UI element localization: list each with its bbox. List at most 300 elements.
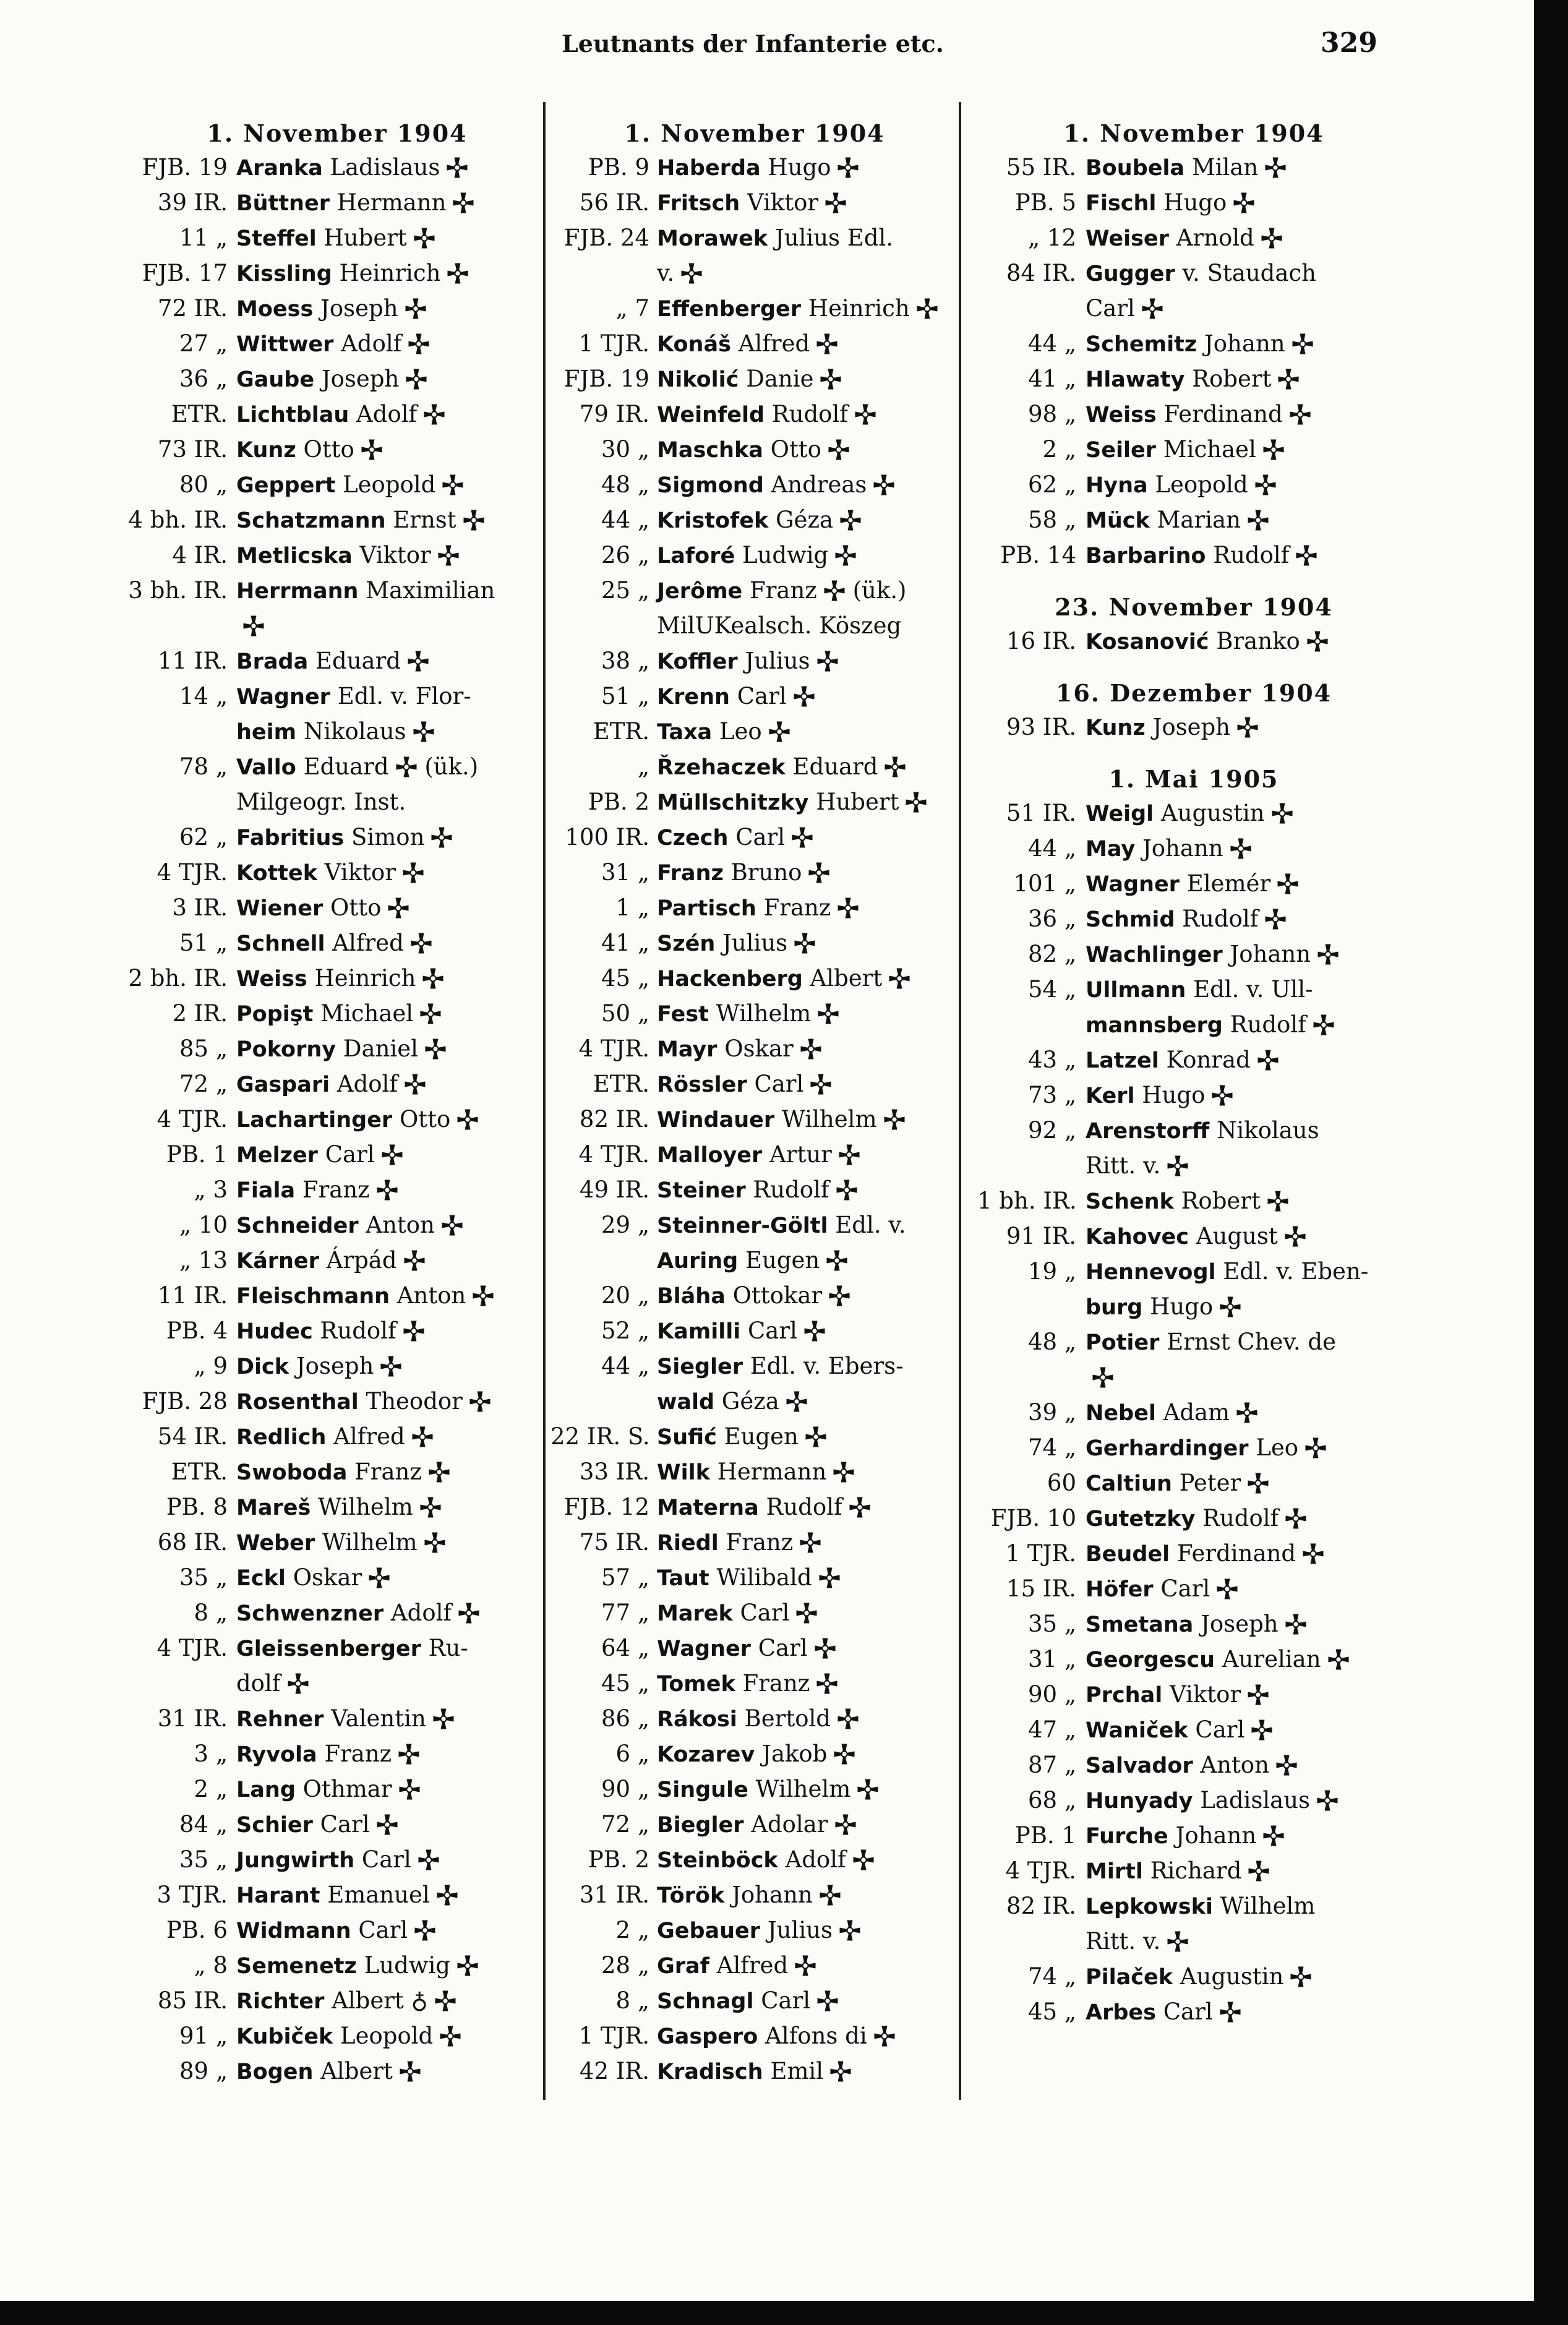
officer-name (1086, 1642, 1350, 1678)
surname: Redlich (236, 1425, 327, 1450)
given-name: Julius (722, 930, 788, 956)
unit-label: 4 TJR. (1005, 1857, 1076, 1884)
officer-name (657, 1912, 861, 1949)
given-name: Eduard (303, 753, 389, 780)
list-item (551, 1771, 959, 1807)
surname: Weber (236, 1531, 315, 1556)
unit-label: 82 IR. (579, 1106, 649, 1133)
surname: Weinfeld (657, 403, 765, 427)
surname: Potier (1086, 1330, 1160, 1355)
military-cross-icon (1262, 1825, 1285, 1847)
officer-name (1086, 291, 1163, 327)
given-name: Géza (776, 507, 834, 533)
officer-name (657, 1983, 839, 2019)
military-cross-icon (1277, 873, 1299, 895)
surname: Koffler (657, 649, 738, 674)
unit-label: 77 „ (601, 1599, 649, 1626)
list-item (124, 573, 551, 608)
unit-label: 3 TJR. (156, 1882, 228, 1908)
military-cross-icon (834, 544, 857, 567)
military-cross-icon (361, 439, 383, 461)
given-name: Edl. v. Ull- (1193, 976, 1313, 1003)
list-item (124, 255, 551, 291)
military-cross-icon (398, 1778, 421, 1800)
military-cross-icon (1092, 1366, 1114, 1389)
surname: Rákosi (657, 1707, 737, 1732)
officer-name (236, 1243, 426, 1279)
surname: Lepkowski (1086, 1895, 1213, 1919)
unit-label: FJB. 19 (563, 366, 649, 392)
unit-label: PB. 2 (588, 1846, 649, 1873)
list-item (551, 890, 959, 925)
given-name: Hugo (768, 154, 831, 181)
surname: Schnell (236, 931, 325, 956)
given-name: Adolf (341, 330, 402, 357)
officer-name (236, 608, 265, 644)
surname: Wittwer (236, 332, 334, 357)
officer-name (236, 1630, 468, 1667)
list-item (124, 1419, 551, 1454)
officer-name (657, 1102, 906, 1138)
unit-label: 11 „ (179, 225, 228, 251)
list-item (551, 502, 959, 537)
given-name: Carl (358, 1917, 408, 1943)
military-cross-icon (1285, 1613, 1307, 1635)
surname: Maschka (657, 438, 763, 463)
given-name: Elemér (1186, 870, 1271, 897)
unit-label: „ 10 (179, 1212, 228, 1238)
unit-label: 3 „ (194, 1741, 228, 1767)
officer-name (1086, 326, 1314, 362)
military-cross-icon (839, 1919, 861, 1942)
military-cross-icon (387, 897, 409, 919)
list-item (551, 220, 959, 255)
unit-label: 57 „ (601, 1564, 649, 1591)
list-item (551, 1384, 959, 1419)
officer-name (657, 1736, 855, 1773)
officer-name (236, 1948, 479, 1984)
surname: Morawek (657, 226, 768, 251)
given-name: Carl (758, 1635, 808, 1661)
officer-name (1086, 220, 1283, 257)
unit-label: 6 „ (615, 1741, 649, 1767)
military-cross-icon (1317, 943, 1339, 966)
officer-name (1086, 1994, 1241, 2031)
officer-name (236, 467, 464, 503)
unit-label: 73 „ (1027, 1082, 1076, 1108)
given-name: Hermann (717, 1458, 827, 1485)
surname: Waniček (1086, 1718, 1188, 1743)
unit-label: PB. 8 (166, 1494, 228, 1520)
unit-label: 28 „ (601, 1952, 649, 1979)
remark: (ük.) (424, 753, 479, 780)
given-name: Viktor (1169, 1681, 1241, 1708)
list-item (124, 502, 551, 537)
list-item (551, 361, 959, 396)
surname: Smetana (1086, 1612, 1194, 1637)
section-heading: 1. November 1904 (207, 119, 468, 147)
officer-name (1086, 502, 1269, 539)
officer-name (657, 1172, 858, 1209)
list-item (551, 608, 959, 643)
given-name: Konrad (1166, 1047, 1251, 1073)
officer-name (657, 1489, 871, 1526)
military-cross-icon (410, 932, 432, 954)
military-cross-icon (413, 721, 435, 743)
military-cross-icon (456, 1108, 479, 1131)
officer-name (657, 1807, 857, 1843)
surname: Mayr (657, 1037, 718, 1062)
surname: Gaspari (236, 1073, 330, 1097)
surname: Krenn (657, 685, 730, 709)
given-name: Wilhelm (322, 1529, 418, 1556)
surname: Szén (657, 931, 716, 956)
unit-label: 89 „ (179, 2058, 228, 2084)
military-cross-icon (434, 1990, 456, 2012)
list-item (124, 608, 551, 643)
list-item (124, 996, 551, 1031)
given-name: Eugen (724, 1423, 799, 1450)
list-item (977, 396, 1410, 432)
surname: Richter (236, 1989, 325, 2014)
given-name: Milgeogr. Inst. (236, 789, 406, 815)
officer-name (236, 150, 468, 186)
surname: Effenberger (657, 297, 802, 322)
surname: Ullmann (1086, 978, 1186, 1003)
military-cross-icon (402, 862, 424, 884)
military-cross-icon (816, 1990, 839, 2012)
unit-label: PB. 5 (1014, 189, 1076, 216)
list-item (977, 1994, 1410, 2029)
unit-label: 4 TJR. (578, 1035, 649, 1062)
list-item (551, 1137, 959, 1172)
military-cross-icon (818, 1567, 841, 1589)
officer-name (657, 643, 839, 680)
officer-name (236, 1701, 455, 1737)
military-cross-icon (857, 1778, 879, 1800)
officer-name (236, 1736, 420, 1773)
given-name: Artur (769, 1141, 832, 1168)
surname: Arbes (1086, 2000, 1156, 2025)
surname: Schnagl (657, 1989, 754, 2014)
given-name: Alfred (333, 1423, 405, 1450)
given-name: Viktor (747, 189, 819, 216)
officer-name (1086, 709, 1259, 746)
list-item (977, 1113, 1410, 1148)
military-cross-icon (833, 1461, 855, 1483)
officer-name (236, 996, 442, 1032)
officer-name (657, 961, 910, 997)
officer-name (1086, 1677, 1269, 1713)
list-item (124, 961, 551, 996)
military-cross-icon (1236, 716, 1259, 739)
officer-name (236, 1912, 436, 1949)
surname: Schatzmann (236, 508, 386, 533)
list-item (977, 1536, 1410, 1571)
unit-label: 62 „ (179, 824, 228, 850)
military-cross-icon (916, 298, 938, 320)
officer-name (1086, 1289, 1241, 1325)
unit-label: 45 „ (601, 965, 649, 991)
list-item (977, 866, 1410, 901)
unit-label: 8 „ (194, 1599, 228, 1626)
military-cross-icon (431, 826, 453, 849)
military-cross-icon (794, 932, 816, 954)
given-name: Joseph (1201, 1611, 1279, 1637)
officer-name (236, 185, 474, 221)
list-item (977, 467, 1410, 502)
list-item (977, 1606, 1410, 1642)
officer-name (236, 749, 478, 786)
list-item (977, 1783, 1410, 1818)
surname: Gaube (236, 367, 315, 392)
surname: Aranka (236, 156, 323, 181)
military-cross-icon (816, 1672, 838, 1695)
surname: Fabritius (236, 826, 345, 850)
officer-name (1086, 185, 1255, 221)
given-name: Hugo (1142, 1082, 1206, 1108)
surname: Rehner (236, 1707, 324, 1732)
unit-label: 72 IR. (157, 295, 228, 322)
unit-label: 8 „ (615, 1987, 649, 2014)
surname: Widmann (236, 1919, 351, 1943)
unit-label: 2 „ (1042, 436, 1076, 463)
given-name: Joseph (320, 295, 398, 322)
military-cross-icon (838, 1144, 860, 1166)
military-cross-icon (414, 1919, 436, 1942)
surname: May (1086, 837, 1136, 862)
officer-name (236, 1066, 426, 1103)
military-cross-icon (419, 1003, 442, 1025)
given-name: Andreas (771, 471, 867, 498)
unit-label: PB. 6 (166, 1917, 228, 1943)
special-symbol: ♁ (411, 1987, 428, 2014)
officer-name (657, 255, 703, 292)
list-item (124, 1877, 551, 1912)
military-cross-icon (1248, 1860, 1270, 1882)
given-name: Ottokar (732, 1282, 823, 1309)
unit-label: 50 „ (601, 1000, 649, 1027)
military-cross-icon (380, 1355, 402, 1377)
list-item (124, 890, 551, 925)
officer-name (1086, 1183, 1289, 1220)
military-cross-icon (1233, 192, 1255, 214)
military-cross-icon (376, 1179, 398, 1201)
unit-label: 47 „ (1027, 1716, 1076, 1743)
military-cross-icon (1289, 403, 1311, 426)
unit-label: 2 IR. (172, 1000, 228, 1027)
list-item (977, 326, 1410, 361)
officer-name (657, 1137, 860, 1173)
list-item (551, 784, 959, 820)
given-name: Aurelian (1222, 1646, 1321, 1672)
military-cross-icon (1302, 1543, 1324, 1565)
military-cross-icon (786, 1390, 808, 1413)
list-item (124, 467, 551, 502)
surname: Schemitz (1086, 332, 1197, 357)
list-item (551, 1419, 959, 1454)
officer-name (657, 432, 850, 468)
list-item (124, 432, 551, 467)
military-cross-icon (1313, 1014, 1335, 1036)
military-cross-icon (287, 1672, 309, 1695)
military-cross-icon (839, 509, 862, 531)
given-name: Franz (742, 1670, 810, 1697)
given-name: v. Staudach (1182, 260, 1316, 286)
given-name: Robert (1181, 1188, 1261, 1214)
given-name: Franz (354, 1458, 422, 1485)
unit-label: 79 IR. (579, 401, 649, 427)
surname: Wachlinger (1086, 943, 1223, 967)
officer-name (657, 537, 857, 574)
surname: Gugger (1086, 262, 1175, 286)
military-cross-icon (793, 685, 815, 708)
military-cross-icon (836, 1179, 858, 1201)
surname: Boubela (1086, 156, 1185, 181)
list-item (551, 925, 959, 961)
unit-label: 48 „ (601, 471, 649, 498)
list-item (977, 502, 1410, 537)
given-name: Otto (399, 1106, 451, 1133)
list-item (977, 831, 1410, 866)
list-item (124, 1278, 551, 1313)
unit-label: 39 „ (1027, 1399, 1076, 1426)
officer-name (236, 1384, 491, 1420)
list-item (551, 714, 959, 749)
given-name: Oskar (293, 1564, 362, 1591)
list-item (124, 1525, 551, 1560)
officer-name (1086, 150, 1287, 186)
officer-name (657, 1454, 855, 1491)
surname: Rössler (657, 1073, 747, 1097)
given-name: Alfons di (765, 2023, 867, 2049)
surname: Moess (236, 297, 314, 322)
unit-label: 80 „ (179, 471, 228, 498)
officer-name (236, 1525, 446, 1561)
surname: Jungwirth (236, 1848, 355, 1873)
officer-name (657, 1771, 879, 1808)
unit-label: 2 „ (615, 1917, 649, 1943)
military-cross-icon (447, 262, 469, 285)
list-item (551, 1666, 959, 1701)
list-item (124, 820, 551, 855)
given-name: Eugen (745, 1247, 820, 1274)
given-name: Ru- (428, 1635, 468, 1661)
surname: Kárner (236, 1249, 319, 1274)
officer-name (1086, 1430, 1327, 1467)
given-name: Wilhelm (1220, 1893, 1316, 1919)
military-cross-icon (381, 1144, 403, 1166)
section-heading: 16. Dezember 1904 (1055, 679, 1332, 707)
given-name: Edl. v. Eben- (1223, 1258, 1369, 1285)
list-item (551, 326, 959, 361)
list-item (124, 396, 551, 432)
surname: Jerôme (657, 579, 743, 604)
officer-name (657, 150, 859, 186)
officer-name (1086, 1924, 1189, 1960)
unit-label: „ 13 (179, 1247, 228, 1274)
surname: Pokorny (236, 1037, 336, 1062)
unit-label: PB. 2 (588, 789, 649, 815)
unit-label: 1 TJR. (578, 2023, 649, 2049)
list-item (977, 709, 1410, 745)
given-name: Ladislaus (330, 154, 440, 181)
unit-label: 4 IR. (172, 542, 228, 568)
surname: Nikolić (657, 367, 739, 392)
given-name: Daniel (343, 1035, 418, 1062)
officer-name (236, 1666, 309, 1702)
surname: Metlicska (236, 544, 353, 568)
officer-name (657, 925, 816, 962)
list-item (977, 537, 1410, 573)
officer-name (657, 291, 938, 327)
given-name: Heinrich (314, 965, 416, 991)
unit-label: 98 „ (1027, 401, 1076, 427)
given-name: dolf (236, 1670, 281, 1697)
officer-name (236, 361, 427, 398)
unit-label: 92 „ (1027, 1117, 1076, 1144)
unit-label: 82 IR. (1006, 1893, 1076, 1919)
given-name: Alfred (716, 1952, 789, 1979)
military-cross-icon (854, 403, 876, 426)
given-name: Johann (1142, 835, 1223, 862)
list-item (977, 1324, 1410, 1359)
officer-name (236, 255, 469, 292)
list-item (977, 1712, 1410, 1747)
military-cross-icon (1285, 1507, 1307, 1530)
military-cross-icon (884, 756, 906, 778)
list-item (551, 537, 959, 573)
officer-name (657, 996, 839, 1032)
military-cross-icon (368, 1567, 390, 1589)
list-item (124, 1560, 551, 1595)
list-item (124, 1489, 551, 1525)
list-item (124, 1207, 551, 1243)
officer-name (657, 820, 813, 856)
list-item (551, 1102, 959, 1137)
military-cross-icon (442, 474, 464, 496)
unit-label: 62 „ (1027, 471, 1076, 498)
unit-label: 51 „ (601, 683, 649, 709)
unit-label: FJB. 17 (142, 260, 228, 286)
list-item (977, 1888, 1410, 1924)
officer-name (657, 2018, 896, 2055)
military-cross-icon (411, 1426, 434, 1448)
unit-label: 43 „ (1027, 1047, 1076, 1073)
military-cross-icon (405, 298, 427, 320)
surname: mannsberg (1086, 1013, 1223, 1038)
military-cross-icon (1262, 439, 1285, 461)
list-item (551, 643, 959, 679)
military-cross-icon (828, 1285, 850, 1307)
given-name: Emil (770, 2058, 824, 2084)
surname: Geppert (236, 473, 336, 498)
military-cross-icon (424, 1531, 446, 1554)
list-item (124, 150, 551, 185)
list-item (124, 1595, 551, 1630)
list-item (124, 2018, 551, 2053)
unit-label: 19 „ (1027, 1258, 1076, 1285)
list-item (551, 1807, 959, 1842)
list-item (551, 1630, 959, 1666)
surname: Siegler (657, 1355, 743, 1379)
given-name: Adolar (751, 1811, 828, 1838)
officer-name (657, 326, 838, 362)
section-gap (977, 659, 1410, 677)
given-name: Hubert (323, 225, 407, 251)
officer-name (1086, 361, 1300, 398)
unit-label: 68 „ (1027, 1787, 1076, 1813)
